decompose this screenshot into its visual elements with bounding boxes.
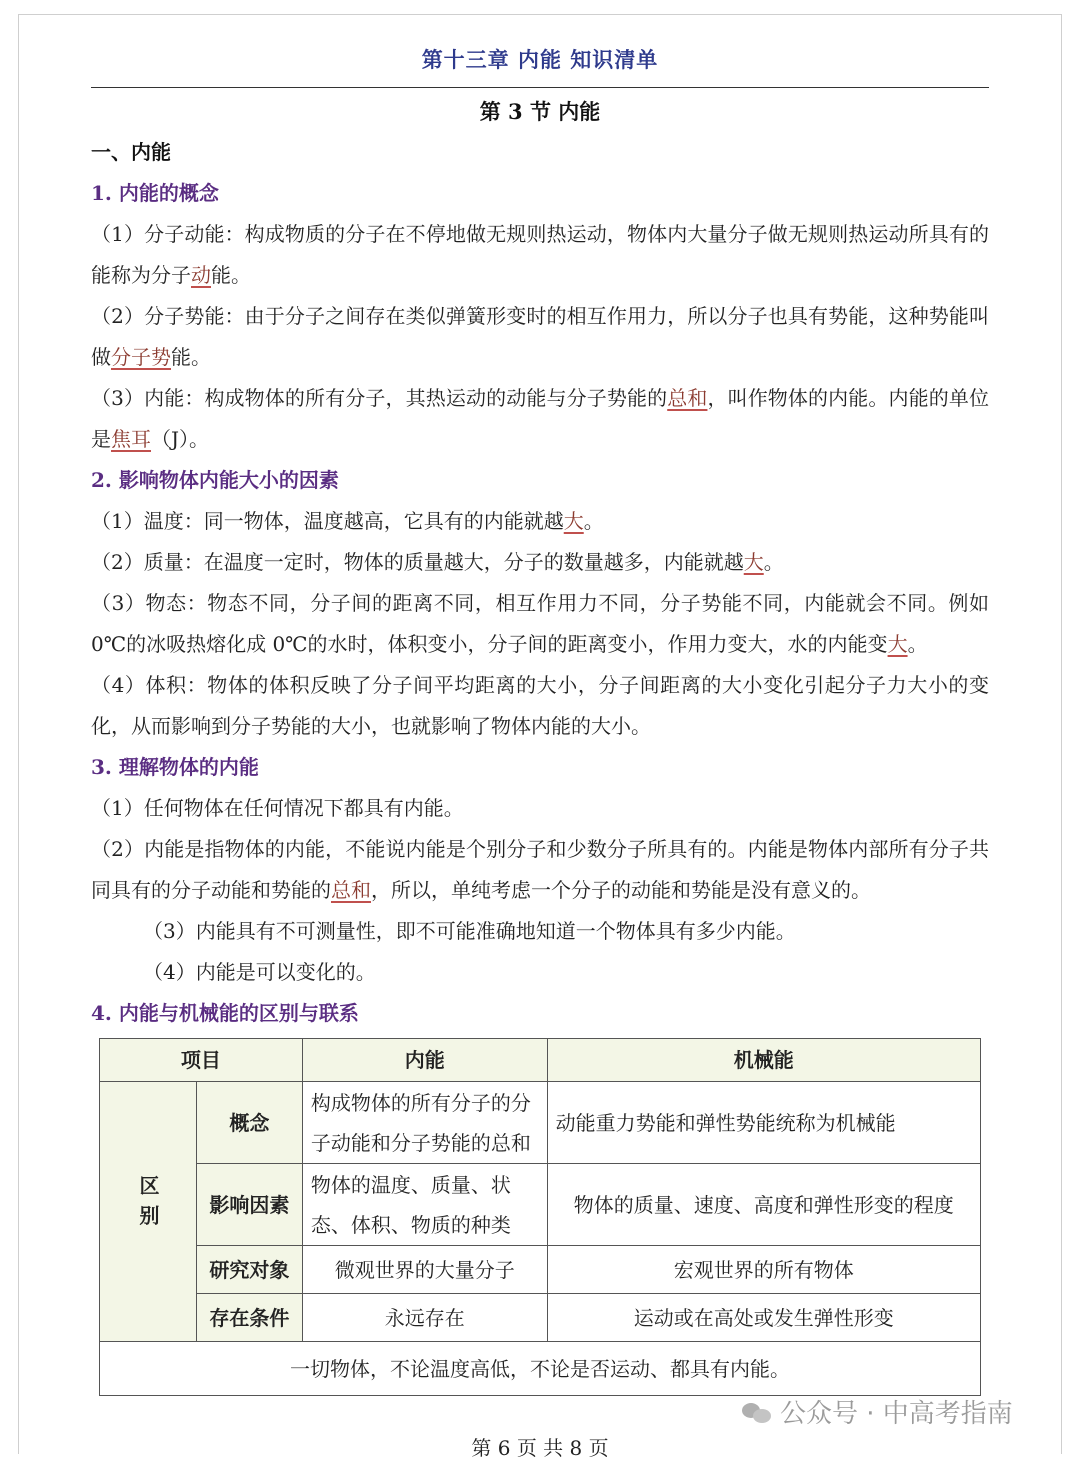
answer-blank: 大 (743, 550, 764, 574)
part-title: 一、内能 (91, 140, 171, 164)
table-cell: 永远存在 (302, 1294, 547, 1342)
row-label-cell: 影响因素 (197, 1164, 303, 1246)
paragraph-understanding-3: （3）内能具有不可测量性，即不可能准确地知道一个物体具有多少内能。 (143, 919, 796, 943)
table-cell: 构成物体的所有分子的分子动能和分子势能的总和 (302, 1082, 547, 1164)
paragraph-state: （3）物态：物态不同，分子间的距离不同，相互作用力不同，分子势能不同，内能就会不同。例如 0℃的冰吸热熔化成 0℃的水时，体积变小，分子间的距离变小，作用力变大，水的内能变大。 (91, 591, 989, 656)
subsection-title-1: 1. 内能的概念 (91, 181, 219, 205)
table-footer-row (100, 1342, 981, 1396)
table-row (100, 1164, 981, 1246)
section-title: 第 3 节 内能 (479, 99, 601, 124)
group-label-cell (100, 1082, 197, 1342)
table-row (100, 1294, 981, 1342)
paragraph-understanding-1: （1）任何物体在任何情况下都具有内能。 (91, 796, 464, 820)
table-cell: 动能重力势能和弹性势能统称为机械能 (547, 1082, 980, 1164)
answer-blank: 大 (563, 509, 584, 533)
paragraph-mass: （2）质量：在温度一定时，物体的质量越大，分子的数量越多，内能就越大。 (91, 550, 784, 574)
paragraph-volume: （4）体积：物体的体积反映了分子间平均距离的大小，分子间距离的大小变化引起分子力大小的变化，从而影响到分子势能的大小，也就影响了物体内能的大小。 (91, 673, 989, 738)
table-cell: 物体的质量、速度、高度和弹性形变的程度 (547, 1164, 980, 1246)
answer-blank: 大 (887, 632, 908, 656)
table-header-cell: 内能 (302, 1039, 547, 1082)
subsection-title-3: 3. 理解物体的内能 (91, 755, 259, 779)
table-row (100, 1246, 981, 1294)
chapter-title: 第十三章 内能 知识清单 (421, 47, 659, 72)
comparison-table (99, 1038, 981, 1396)
row-label-cell: 概念 (197, 1082, 303, 1164)
answer-blank: 分子势 (111, 345, 171, 369)
answer-blank: 动 (191, 263, 211, 287)
table-header-cell: 项目 (100, 1039, 303, 1082)
paragraph-internal-energy: （3）内能：构成物体的所有分子，其热运动的动能与分子势能的总和，叫作物体的内能。内能的单位是焦耳（J）。 (91, 386, 990, 451)
table-row (100, 1082, 981, 1164)
table-footer-cell: 一切物体，不论温度高低，不论是否运动、都具有内能。 (100, 1342, 981, 1396)
paragraph-understanding-2: （2）内能是指物体的内能，不能说内能是个别分子和少数分子所具有的。内能是物体内部所有分子共同具有的分子动能和势能的总和，所以，单纯考虑一个分子的动能和势能是没有意义的。 (91, 837, 989, 902)
table-cell: 宏观世界的所有物体 (547, 1246, 980, 1294)
row-label-cell: 存在条件 (197, 1294, 303, 1342)
table-cell: 微观世界的大量分子 (302, 1246, 547, 1294)
paragraph-molecular-potential-energy: （2）分子势能：由于分子之间存在类似弹簧形变时的相互作用力，所以分子也具有势能，这种势能叫做分子势能。 (91, 304, 989, 369)
group-label: 区别 (136, 1175, 160, 1235)
table-header-row (100, 1039, 981, 1082)
answer-blank: 总和 (667, 386, 708, 410)
row-label-cell: 研究对象 (197, 1246, 303, 1294)
watermark (742, 1393, 1013, 1430)
table-cell: 物体的温度、质量、状态、体积、物质的种类 (302, 1164, 547, 1246)
answer-blank: 总和 (331, 878, 371, 902)
table-header-cell: 机械能 (547, 1039, 980, 1082)
paragraph-molecular-kinetic-energy: （1）分子动能：构成物质的分子在不停地做无规则热运动，物体内大量分子做无规则热运动所具有的能称为分子动能。 (91, 222, 989, 287)
page-number: 第 6 页 共 8 页 (471, 1436, 609, 1460)
wechat-icon (742, 1401, 772, 1423)
header-divider (91, 87, 989, 88)
paragraph-understanding-4: （4）内能是可以变化的。 (143, 960, 376, 984)
paragraph-temperature: （1）温度：同一物体，温度越高，它具有的内能就越大。 (91, 509, 604, 533)
watermark-text: 公众号 · 中高考指南 (780, 1399, 1013, 1429)
answer-blank: 焦耳 (111, 427, 151, 451)
table-cell: 运动或在高处或发生弹性形变 (547, 1294, 980, 1342)
subsection-title-2: 2. 影响物体内能大小的因素 (91, 468, 339, 492)
document-body (91, 132, 989, 1034)
subsection-title-4: 4. 内能与机械能的区别与联系 (91, 1001, 359, 1025)
